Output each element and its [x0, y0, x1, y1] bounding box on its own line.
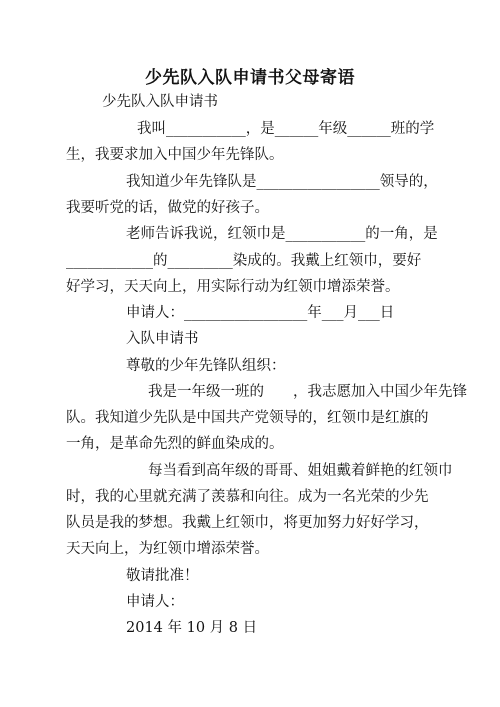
body-line-6: 队员是我的梦想。我戴上红领巾，将更加努力好好学习， — [66, 515, 429, 531]
closing-request: 敬请批准！ — [126, 568, 199, 584]
form-line-obey: 我要听党的话，做党的好孩子。 — [66, 200, 269, 216]
body-line-4: 每当看到高年级的哥哥、姐姐戴着鲜艳的红领巾 — [148, 463, 453, 479]
form-heading: 少先队入队申请书 — [102, 94, 218, 110]
form-applicant-date: 申请人：_________________年___月___日 — [126, 305, 395, 321]
body-line-1: 我是一年级一班的 ，我志愿加入中国少年先锋 — [148, 384, 467, 400]
salutation: 尊敬的少年先锋队组织： — [126, 358, 286, 374]
form-line-leadership: 我知道少年先锋队是_________________领导的， — [126, 174, 438, 190]
body-line-5: 时，我的心里就充满了羡慕和向往。成为一名光荣的少先 — [66, 489, 429, 505]
application-heading: 入队申请书 — [126, 331, 199, 347]
application-date: 2014 年 10 月 8 日 — [126, 620, 258, 636]
form-line-study: 好学习，天天向上，用实际行动为红领巾增添荣誉。 — [66, 279, 400, 295]
form-line-join: 生，我要求加入中国少年先锋队。 — [66, 147, 284, 163]
form-line-dyed: ____________的_________染成的。我戴上红领巾，要好 — [66, 253, 422, 269]
form-line-teacher: 老师告诉我说，红领巾是___________的一角，是 — [126, 226, 438, 242]
applicant-label: 申请人： — [126, 594, 184, 610]
body-line-7: 天天向上，为红领巾增添荣誉。 — [66, 541, 269, 557]
form-line-name: 我叫___________，是______年级______班的学 — [137, 121, 435, 137]
body-line-3: 一角，是革命先烈的鲜血染成的。 — [66, 436, 284, 452]
document-title: 少先队入队申请书父母寄语 — [145, 68, 355, 88]
body-line-2: 队。我知道少先队是中国共产党领导的，红领巾是红旗的 — [66, 410, 429, 426]
